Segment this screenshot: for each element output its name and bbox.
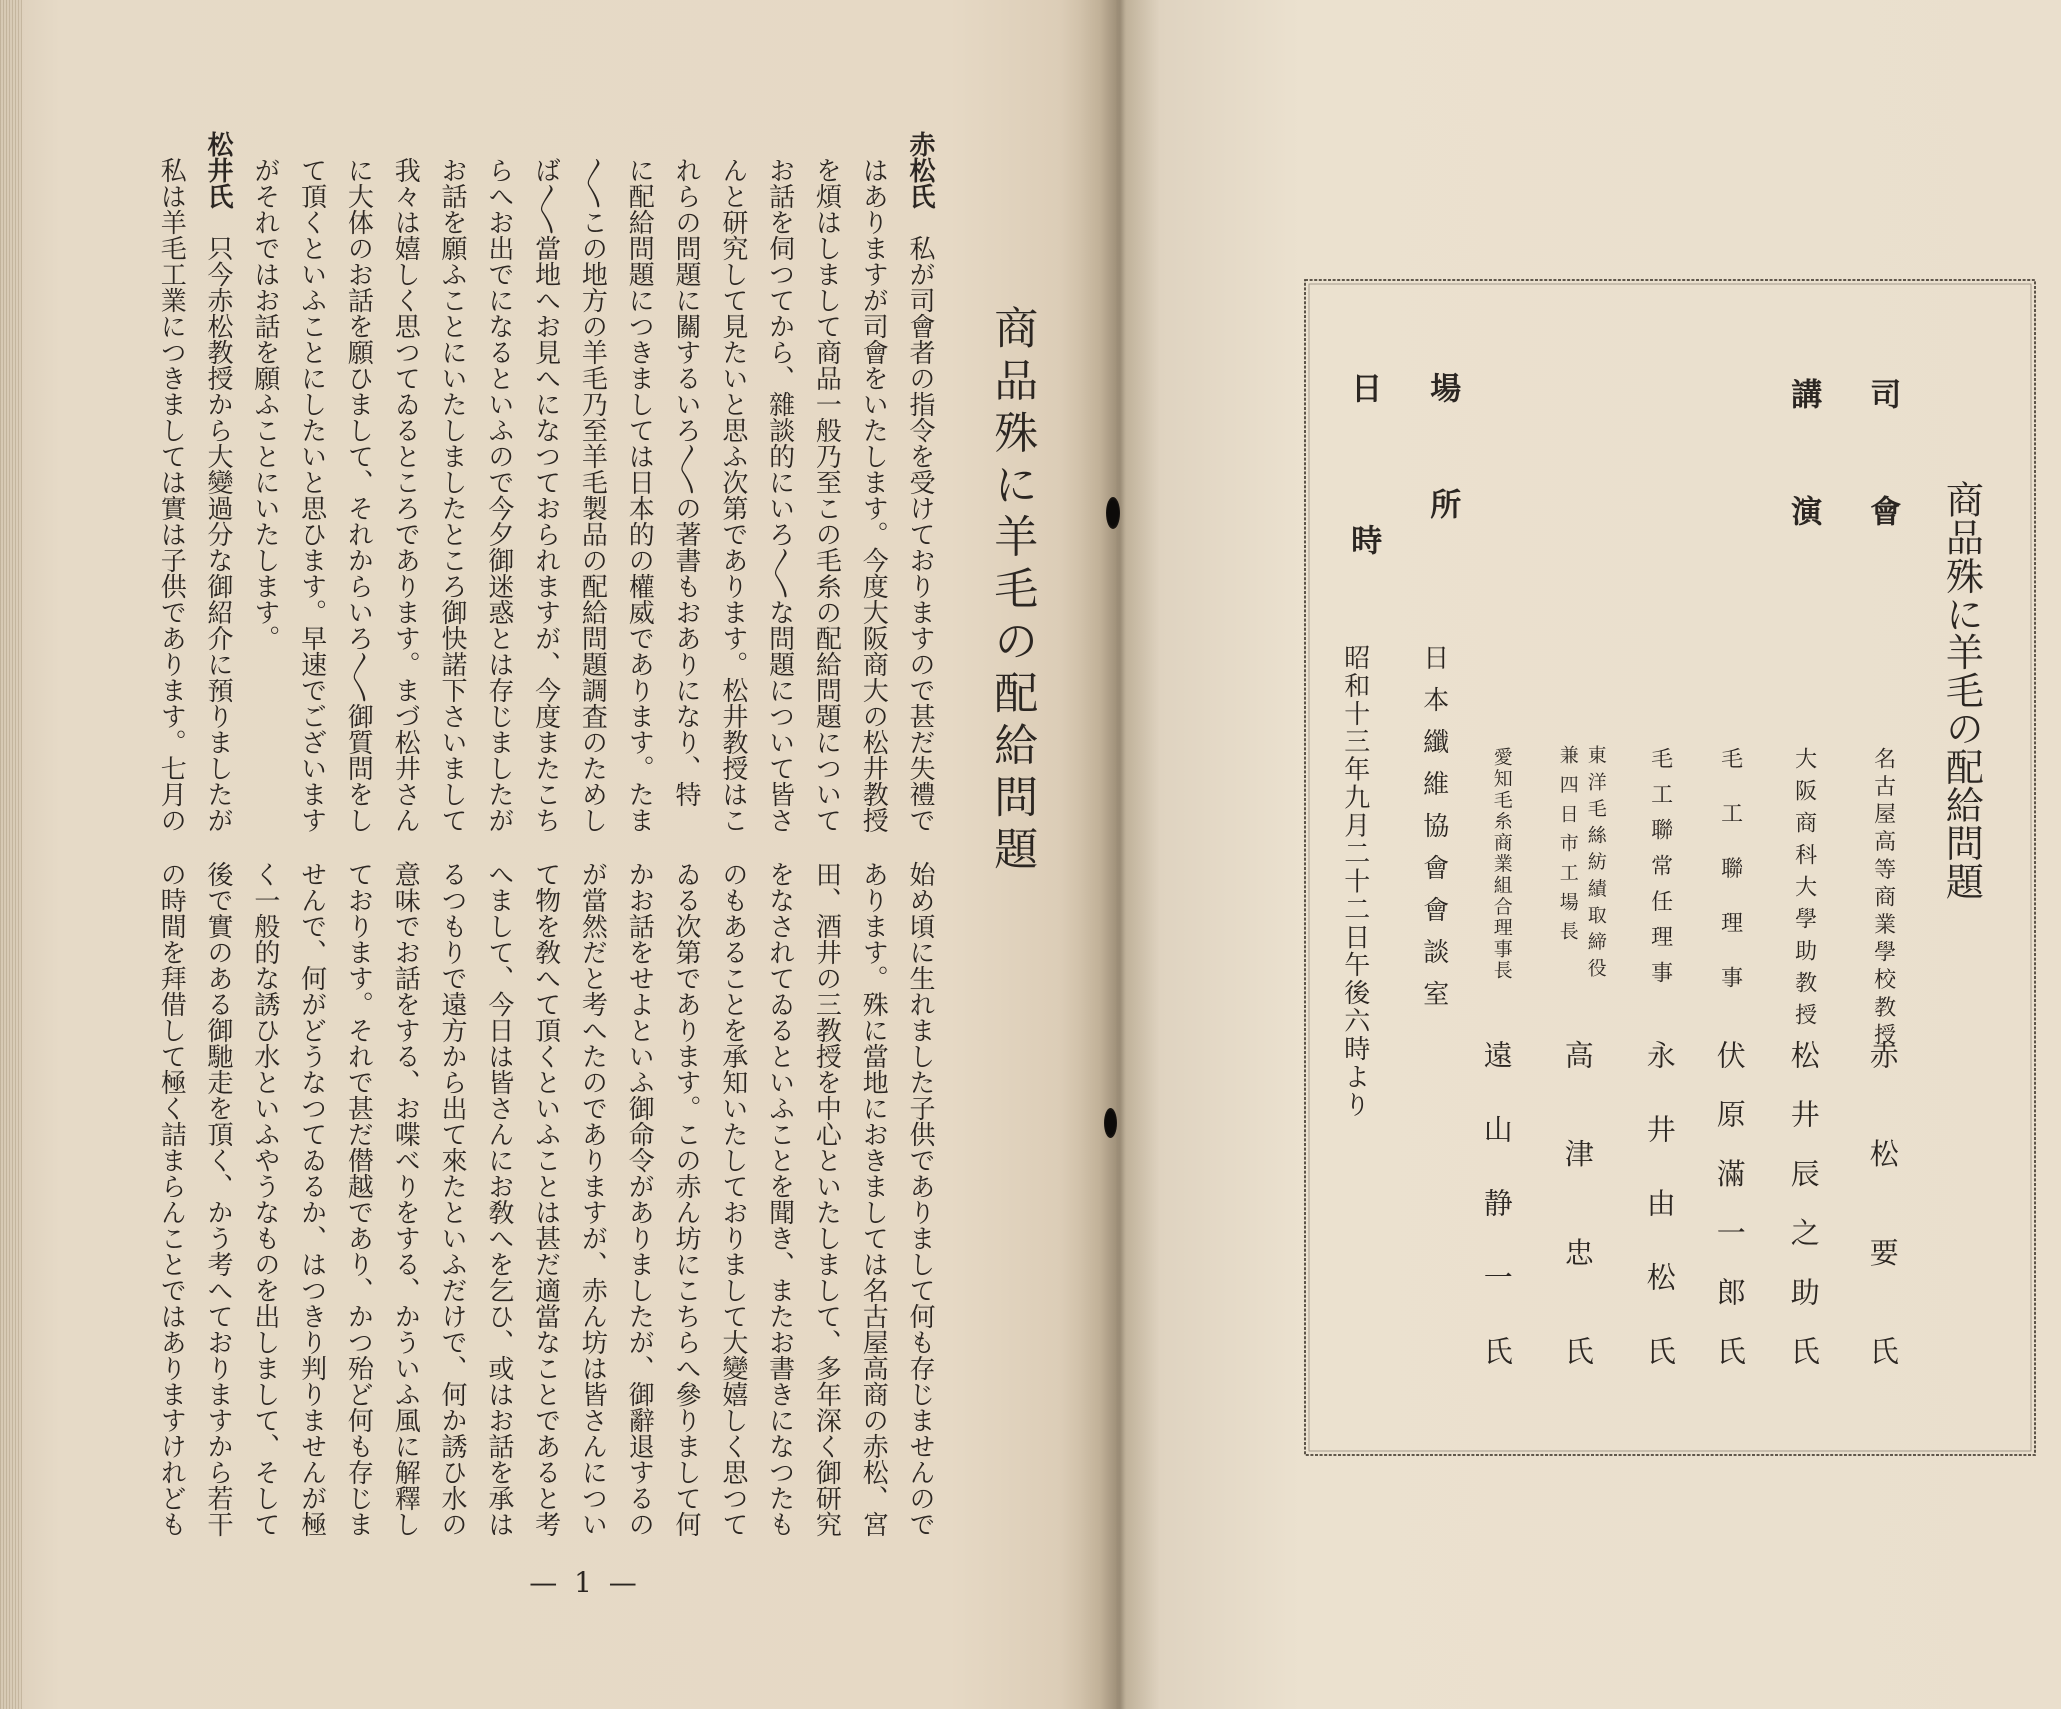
text-column — [335, 861, 382, 1537]
participant-name: 松井辰之助氏 — [1786, 1040, 1821, 1396]
text-column — [475, 157, 522, 833]
text-column — [615, 157, 662, 833]
text-column — [147, 861, 194, 1537]
column-text: へまして、今日は皆さんにお敎へを乞ひ、或はお話を承は — [483, 861, 514, 1537]
upper-text-block — [147, 131, 943, 861]
text-column — [709, 861, 756, 1537]
article-title: 商品殊に羊毛の配給問題 — [986, 305, 1038, 879]
text-column — [241, 861, 288, 1537]
column-text: をなされてゐるといふことを聞き、またお書きになつたも — [764, 861, 795, 1537]
text-column — [522, 861, 569, 1537]
participant-affiliation-line2: 兼四日市工場長 — [1556, 745, 1579, 951]
column-text: らへお出でになるといふので今夕御迷惑とは存じましたが — [483, 157, 514, 833]
column-text: 〳〵この地方の羊毛乃至羊毛製品の配給問題調査のためし — [577, 157, 608, 833]
column-text: て物を敎へて頂くといふことは甚だ適當なことであると考 — [530, 861, 561, 1537]
column-text: 私が司會者の指令を受けておりますので甚だ失禮で — [905, 235, 935, 833]
text-column — [475, 861, 522, 1537]
column-text: 私は羊毛工業につきましては實は子供であります。七月の — [156, 157, 187, 833]
text-column — [803, 861, 850, 1537]
text-column — [896, 131, 943, 833]
column-text: お話を伺つてから、雜談的にいろ〳〵な問題について皆さ — [764, 157, 795, 833]
chair-label: 司會 — [1864, 378, 1901, 612]
column-text: せんで、何がどうなつてゐるか、はつきり判りませんが極 — [296, 861, 327, 1537]
text-column — [803, 157, 850, 833]
column-text: の時間を拜借して極く詰まらんことではありますけれども — [156, 861, 187, 1537]
venue-label: 場所 — [1424, 372, 1461, 604]
column-text: れらの問題に關するいろ〳〵の著書もおありになり、特 — [671, 157, 701, 807]
column-text: く一般的な誘ひ水といふやうなものを出しまして、そして — [249, 861, 280, 1537]
column-text: ております。それで甚だ僣越であり、かつ殆ど何も存じま — [343, 861, 374, 1537]
participant-affiliation: 大阪商科大學助教授 — [1791, 747, 1817, 1035]
book-gutter — [1080, 0, 1160, 1709]
chair-name: 赤松要氏 — [1865, 1040, 1900, 1435]
binding-hole — [1104, 1108, 1117, 1138]
column-text: かお話をせよといふ御命令がありましたが、御辭退するの — [624, 861, 655, 1537]
lower-text-block — [147, 861, 943, 1591]
participant-affiliation: 愛知毛糸商業組合理事長 — [1490, 747, 1513, 982]
page-stack-edge — [0, 0, 22, 1709]
column-text: お話を願ふことにいたしましたところ御快諾下さいまして — [437, 157, 467, 833]
column-text: が當然だと考へたのでありますが、赤ん坊は皆さんについ — [577, 861, 608, 1537]
text-column — [896, 861, 943, 1537]
binding-hole — [1106, 497, 1120, 529]
text-column — [194, 131, 241, 833]
speaker-name: 松井氏 — [203, 131, 233, 209]
column-text: て頂くといふことにしたいと思ひます。早速でございます — [296, 157, 327, 833]
column-text: あります。殊に當地におきましては名古屋高商の赤松、宮 — [858, 861, 889, 1537]
text-column — [381, 157, 428, 833]
page-number: — 1 — — [529, 1566, 641, 1599]
column-text: 田、酒井の三教授を中心といたしまして、多年深く御研究 — [811, 861, 842, 1537]
column-text: 我々は嬉しく思つてゐるところであります。まづ松井さん — [390, 157, 421, 833]
text-column — [194, 861, 241, 1537]
column-text: んと研究して見たいと思ふ次第であります。松井教授はこ — [717, 157, 748, 833]
chair-affiliation: 名古屋高等商業學校教授 — [1870, 747, 1896, 1051]
text-column — [381, 861, 428, 1537]
text-column — [147, 157, 194, 833]
program-title: 商品殊に羊毛の配給問題 — [1939, 480, 1984, 901]
text-column — [428, 861, 475, 1537]
participant-name: 高津忠氏 — [1560, 1040, 1595, 1435]
column-text: 後で實のある御馳走を頂く、かう考へておりますから若干 — [203, 861, 233, 1537]
text-column — [241, 157, 288, 651]
text-column — [428, 157, 475, 833]
datetime-value: 昭和十三年九月二十二日午後六時より — [1339, 644, 1370, 1119]
text-column — [615, 861, 662, 1537]
speaker-name: 赤松氏 — [905, 131, 935, 209]
participant-affiliation: 毛工聯理事 — [1717, 747, 1743, 1021]
venue-value: 日本纖維協會會談室 — [1418, 644, 1449, 1022]
column-text: を煩はしまして商品一般乃至この毛糸の配給問題について — [811, 157, 842, 833]
text-column — [662, 157, 709, 807]
participant-affiliation: 毛工聯常任理事 — [1647, 747, 1673, 997]
text-column — [849, 157, 896, 833]
text-column — [756, 861, 803, 1537]
participant-affiliation: 東洋毛絲紡績取締役 — [1584, 745, 1607, 985]
participant-name: 永井由松氏 — [1642, 1040, 1677, 1410]
column-text: 始め頃に生れました子供でありまして何も存じませんので — [905, 861, 935, 1537]
text-column — [569, 157, 616, 833]
column-text: 只今赤松教授から大變過分な御紹介に預りましたが — [203, 235, 233, 833]
text-column — [288, 157, 335, 833]
participant-name: 遠山静一氏 — [1479, 1040, 1514, 1410]
column-text: るつもりで遠方から出て來たといふだけで、何か誘ひ水の — [437, 861, 467, 1537]
column-text: がそれではお話を願ふことにいたします。 — [249, 157, 280, 651]
text-column — [849, 861, 896, 1537]
column-text: 意味でお話をする、お喋べりをする、かういふ風に解釋し — [390, 861, 421, 1537]
column-text: に大体のお話を願ひまして、それからいろ〳〵御質問をし — [343, 157, 374, 833]
column-text: ゐる次第であります。この赤ん坊にこちらへ參りまして何 — [671, 861, 701, 1537]
participant-name: 伏原滿一郎氏 — [1712, 1040, 1747, 1396]
text-column — [288, 861, 335, 1537]
text-column — [335, 157, 382, 833]
text-column — [756, 157, 803, 833]
column-text: のもあることを承知いたしておりまして大變嬉しく思つて — [717, 861, 748, 1537]
text-column — [569, 861, 616, 1537]
column-text: に配給問題につきましては日本的の權威であります。たま — [624, 157, 655, 833]
text-column — [522, 157, 569, 833]
lecture-label: 講演 — [1785, 378, 1822, 612]
column-text: ば〳〵當地へお見へになつておられますが、今度またこち — [530, 157, 561, 833]
datetime-label: 日時 — [1345, 372, 1382, 676]
text-column — [709, 157, 756, 833]
column-text: はありますが司會をいたします。今度大阪商大の松井教授 — [858, 157, 889, 833]
text-column — [662, 861, 709, 1537]
